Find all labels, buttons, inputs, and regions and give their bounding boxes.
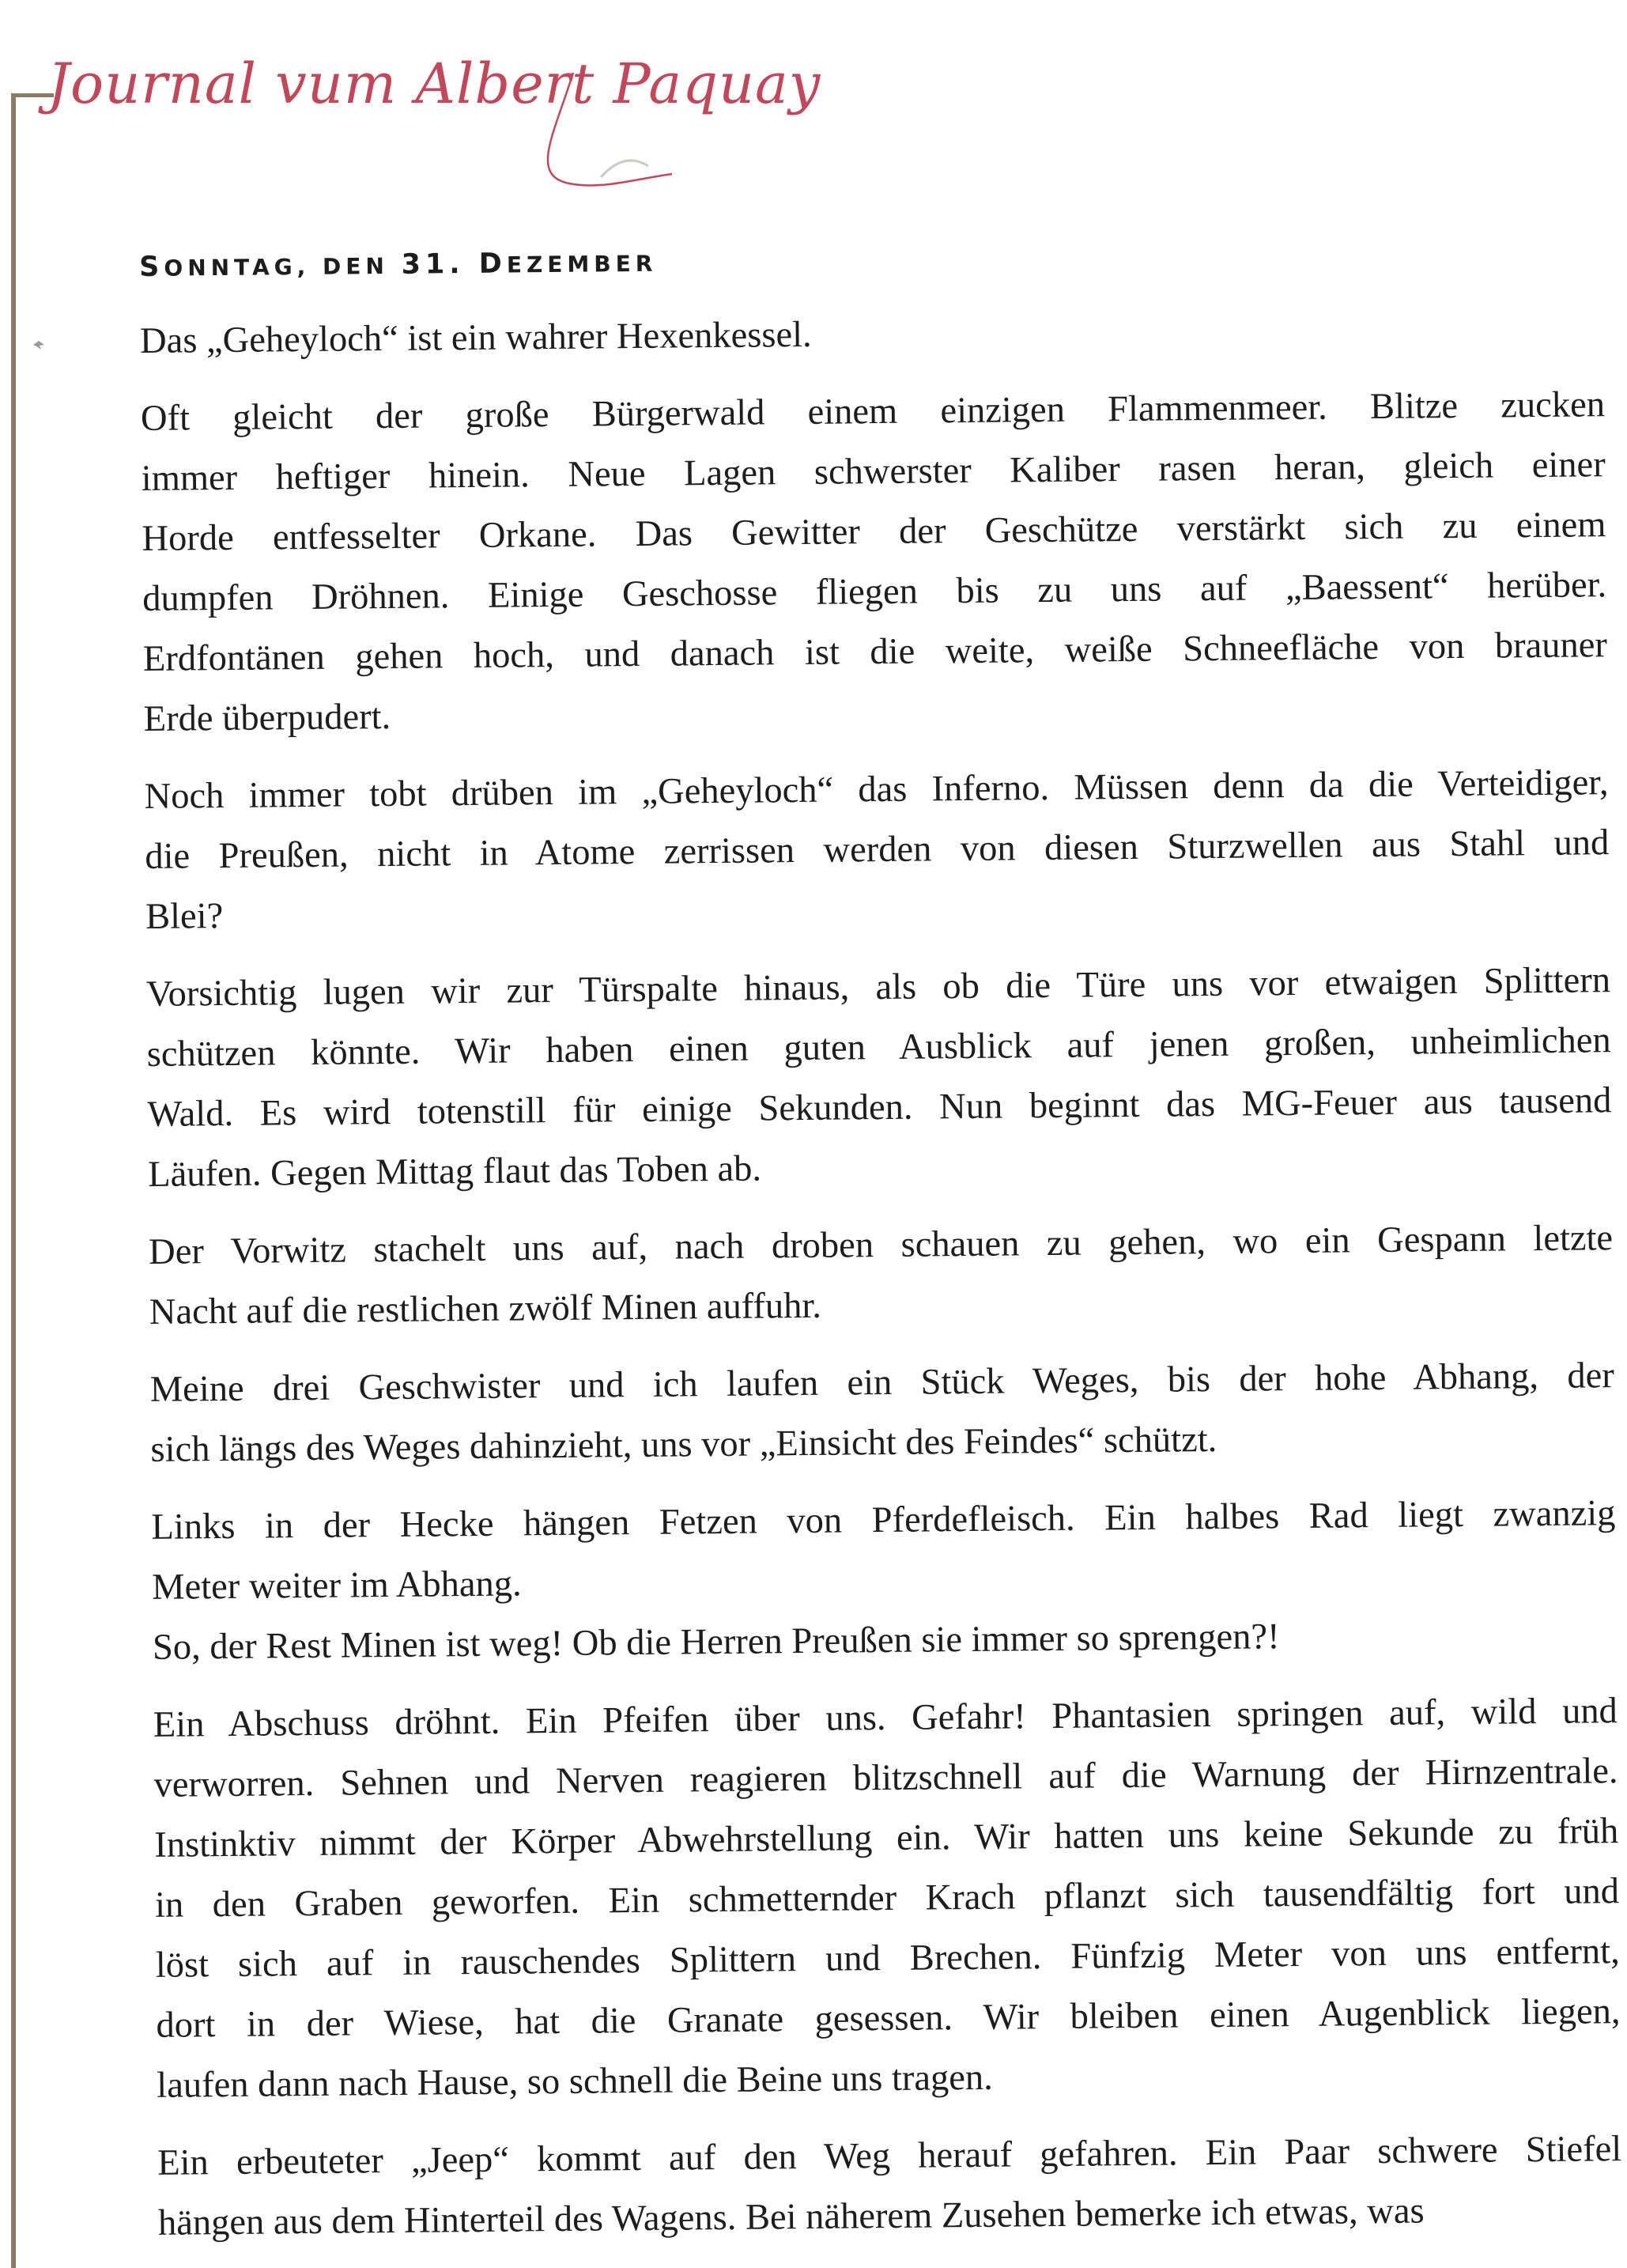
left-border-rule [11, 93, 16, 2268]
paragraph [151, 1484, 1617, 1678]
journal-title-text: Journal vum Albert Paquay [47, 51, 821, 116]
paragraph [144, 753, 1610, 947]
text-line: Der Vorwitz stachelt uns auf, nach droben schauen zu gehen, wo ein Gespann letzte [148, 1218, 1614, 1272]
text-line: verworren. Sehnen und Nerven reagieren blitzschnell auf die Warnung der Hirnzentrale. [153, 1751, 1618, 1805]
text-line: Vorsichtig lugen wir zur Türspalte hinaus, als ob die Türe uns vor etwaigen Splittern [145, 960, 1611, 1015]
paragraph [149, 1208, 1614, 1343]
text-line: Wald. Es wird totenstill für einige Sekunden. Nun beginnt das MG-Feuer aus tausend [147, 1080, 1612, 1135]
paragraph [149, 1346, 1614, 1480]
margin-mark [32, 338, 46, 351]
text-line: hängen aus dem Hinterteil des Wagens. Bei näherem Zusehen bemerke ich etwas, was [157, 2191, 1425, 2243]
text-line: Läufen. Gegen Mittag flaut das Toben ab. [147, 1148, 762, 1195]
text-line: die Preußen, nicht in Atome zerrissen werden von diesen Sturzwellen aus Stahl und [145, 822, 1610, 877]
text-line: Erdfontänen gehen hoch, und danach ist die weite, weiße Schneefläche von brauner [142, 625, 1608, 679]
text-line: Oft gleicht der große Bürgerwald einem einzigen Flammenmeer. Blitze zucken [140, 384, 1606, 439]
entry-date-heading: SONNTAG, DEN 31. DEZEMBER [139, 248, 658, 283]
title-flourish-shadow [601, 161, 648, 177]
text-line: dort in der Wiese, hat die Granate gesessen. Wir bleiben einen Augenblick liegen, [156, 1991, 1621, 2046]
text-line: Nacht auf die restlichen zwölf Minen auffuhr. [149, 1285, 822, 1332]
journal-title [47, 41, 821, 191]
paragraph [141, 375, 1608, 750]
paragraph [157, 2119, 1622, 2254]
text-line: Links in der Hecke hängen Fetzen von Pferdefleisch. Ein halbes Rad liegt zwanzig [151, 1493, 1616, 1548]
text-line: immer heftiger hinein. Neue Lagen schwerster Kaliber rasen heran, gleich einer [141, 444, 1606, 499]
text-line: Das „Geheyloch“ ist ein wahrer Hexenkessel. [139, 314, 812, 361]
paragraph [146, 951, 1613, 1205]
text-line: Instinktiv nimmt der Körper Abwehrstellung ein. Wir hatten uns keine Sekunde zu früh [154, 1811, 1619, 1865]
journal-entry [139, 237, 1622, 2268]
text-line: Meine drei Geschwister und ich laufen ein Stück Weges, bis der hohe Abhang, der [149, 1355, 1614, 1410]
journal-title-graphic [47, 41, 821, 191]
text-line: So, der Rest Minen ist weg! Ob die Herren Preußen sie immer so sprengen?! [152, 1616, 1280, 1668]
text-line: laufen dann nach Hause, so schnell die Beine uns tragen. [157, 2057, 994, 2106]
text-line: Ein erbeuteter „Jeep“ kommt auf den Weg herauf gefahren. Ein Paar schwere Stiefel [157, 2129, 1622, 2183]
text-line: Noch immer tobt drüben im „Geheyloch“ das Inferno. Müssen denn da die Verteidiger, [144, 762, 1609, 817]
text-line: löst sich auf in rauschendes Splittern und Brechen. Fünfzig Meter von uns entfernt, [155, 1931, 1620, 1986]
text-line: Ein Abschuss dröhnt. Ein Pfeifen über uns. Gefahr! Phantasien springen auf, wild und [153, 1691, 1618, 1745]
entry-body [140, 297, 1622, 2254]
text-line: Erde überpudert. [143, 696, 391, 739]
text-line: sich längs des Weges dahinzieht, uns vor „Einsicht des Feindes“ schützt. [150, 1419, 1217, 1470]
text-line: Blei? [145, 896, 224, 937]
text-line: Horde entfesselter Orkane. Das Gewitter der Geschütze verstärkt sich zu einem [142, 505, 1606, 559]
paragraph [140, 297, 1605, 372]
text-line: schützen könnte. Wir haben einen guten Ausblick auf jenen großen, unheimlichen [146, 1020, 1611, 1075]
text-line: in den Graben geworfen. Ein schmetternder Krach pflanzt sich tausendfältig fort und [154, 1871, 1620, 1926]
text-line: Meter weiter im Abhang. [151, 1563, 522, 1608]
paragraph [153, 1681, 1621, 2116]
text-line: dumpfen Dröhnen. Einige Geschosse fliegen bis zu uns auf „Baessent“ herüber. [142, 565, 1607, 619]
